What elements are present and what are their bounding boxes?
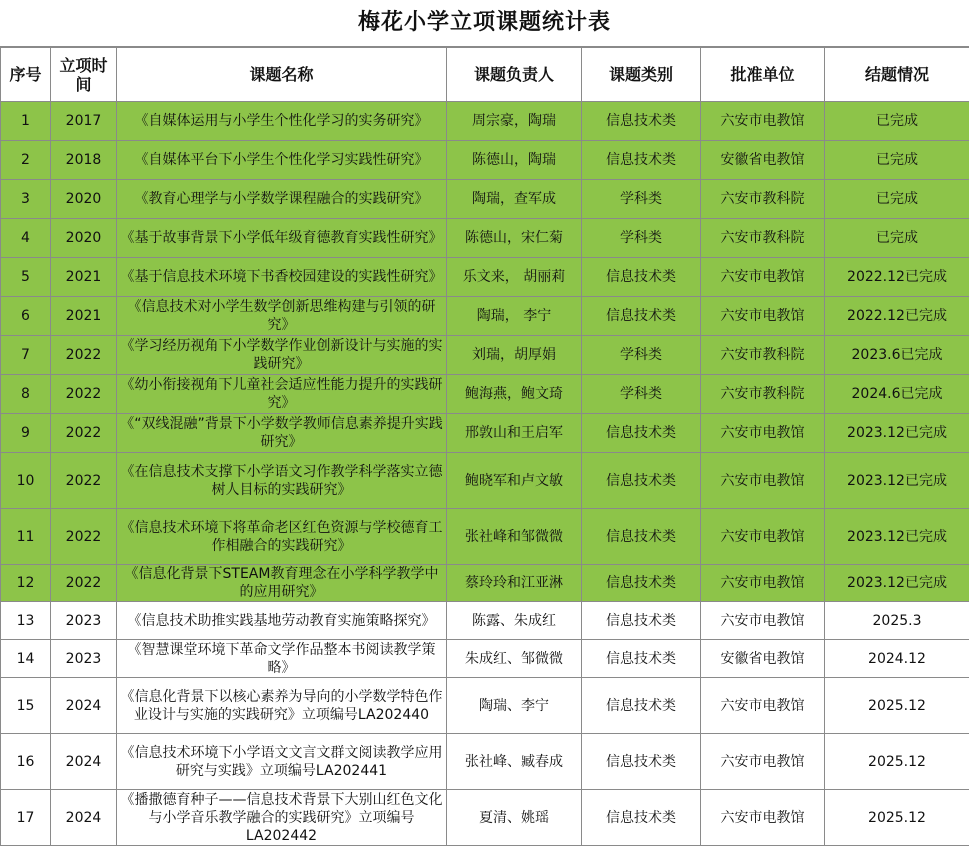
cell-no[interactable]: 13	[1, 602, 51, 640]
cell-unit[interactable]: 六安市电教馆	[701, 509, 825, 565]
cell-year[interactable]: 2021	[51, 297, 117, 336]
sheet-title: 梅花小学立项课题统计表	[0, 0, 969, 47]
cell-year[interactable]: 2022	[51, 509, 117, 565]
cell-year[interactable]: 2018	[51, 141, 117, 180]
cell-unit[interactable]: 六安市电教馆	[701, 102, 825, 141]
cell-lead[interactable]: 陶瑞、李宁	[447, 678, 582, 734]
cell-lead[interactable]: 陈德山，陶瑞	[447, 141, 582, 180]
header-name[interactable]: 课题名称	[117, 48, 447, 102]
cell-lead[interactable]: 陶瑞， 李宁	[447, 297, 582, 336]
table-row	[1, 640, 969, 678]
table-row	[1, 453, 969, 509]
cell-type[interactable]: 信息技术类	[582, 102, 701, 141]
cell-status[interactable]: 2023.12已完成	[825, 453, 969, 509]
table-row	[1, 602, 969, 640]
cell-status[interactable]: 2023.12已完成	[825, 565, 969, 602]
cell-type[interactable]: 信息技术类	[582, 790, 701, 846]
cell-type[interactable]: 学科类	[582, 375, 701, 414]
cell-type[interactable]: 信息技术类	[582, 640, 701, 678]
cell-name[interactable]: 《“双线混融”背景下小学数学教师信息素养提升实践研究》	[117, 414, 447, 453]
cell-type[interactable]: 信息技术类	[582, 297, 701, 336]
cell-year[interactable]: 2022	[51, 414, 117, 453]
cell-status[interactable]: 2025.12	[825, 790, 969, 846]
cell-no[interactable]: 7	[1, 336, 51, 375]
cell-no[interactable]: 17	[1, 790, 51, 846]
cell-status[interactable]: 2023.12已完成	[825, 509, 969, 565]
cell-year[interactable]: 2023	[51, 640, 117, 678]
cell-no[interactable]: 1	[1, 102, 51, 141]
cell-year[interactable]: 2020	[51, 180, 117, 219]
cell-name[interactable]: 《信息技术对小学生数学创新思维构建与引领的研究》	[117, 297, 447, 336]
cell-status[interactable]: 2023.12已完成	[825, 414, 969, 453]
cell-name[interactable]: 《学习经历视角下小学数学作业创新设计与实施的实践研究》	[117, 336, 447, 375]
table-row	[1, 414, 969, 453]
cell-type[interactable]: 信息技术类	[582, 414, 701, 453]
cell-lead[interactable]: 朱成红、邹微微	[447, 640, 582, 678]
cell-lead[interactable]: 陈露、朱成红	[447, 602, 582, 640]
cell-name[interactable]: 《基于信息技术环境下书香校园建设的实践性研究》	[117, 258, 447, 297]
table-row	[1, 102, 969, 141]
cell-type[interactable]: 信息技术类	[582, 565, 701, 602]
cell-no[interactable]: 12	[1, 565, 51, 602]
cell-unit[interactable]: 六安市电教馆	[701, 414, 825, 453]
cell-year[interactable]: 2022	[51, 453, 117, 509]
cell-unit[interactable]: 六安市电教馆	[701, 297, 825, 336]
table-row	[1, 258, 969, 297]
cell-name[interactable]: 《教育心理学与小学数学课程融合的实践研究》	[117, 180, 447, 219]
cell-name[interactable]: 《信息技术环境下将革命老区红色资源与学校德育工作相融合的实践研究》	[117, 509, 447, 565]
table-row	[1, 219, 969, 258]
header-lead[interactable]: 课题负责人	[447, 48, 582, 102]
cell-no[interactable]: 2	[1, 141, 51, 180]
cell-name[interactable]: 《信息技术环境下小学语文文言文群文阅读教学应用研究与实践》立项编号LA202441	[117, 734, 447, 790]
cell-type[interactable]: 信息技术类	[582, 734, 701, 790]
cell-lead[interactable]: 周宗豪，陶瑞	[447, 102, 582, 141]
cell-name[interactable]: 《基于故事背景下小学低年级育德教育实践性研究》	[117, 219, 447, 258]
table-row	[1, 336, 969, 375]
project-table	[0, 47, 969, 846]
table-row	[1, 509, 969, 565]
cell-lead[interactable]: 夏清、姚瑶	[447, 790, 582, 846]
header-no[interactable]: 序号	[1, 48, 51, 102]
cell-unit[interactable]: 安徽省电教馆	[701, 141, 825, 180]
cell-unit[interactable]: 六安市电教馆	[701, 565, 825, 602]
cell-no[interactable]: 11	[1, 509, 51, 565]
cell-status[interactable]: 已完成	[825, 180, 969, 219]
cell-lead[interactable]: 刘瑞，胡厚娟	[447, 336, 582, 375]
cell-unit[interactable]: 六安市电教馆	[701, 453, 825, 509]
cell-year[interactable]: 2023	[51, 602, 117, 640]
cell-status[interactable]: 2024.6已完成	[825, 375, 969, 414]
cell-no[interactable]: 16	[1, 734, 51, 790]
cell-year[interactable]: 2022	[51, 375, 117, 414]
cell-type[interactable]: 信息技术类	[582, 453, 701, 509]
cell-no[interactable]: 10	[1, 453, 51, 509]
cell-lead[interactable]: 邢敦山和王启军	[447, 414, 582, 453]
cell-type[interactable]: 信息技术类	[582, 602, 701, 640]
table-row	[1, 790, 969, 846]
cell-status[interactable]: 已完成	[825, 102, 969, 141]
cell-name[interactable]: 《智慧课堂环境下革命文学作品整本书阅读教学策略》	[117, 640, 447, 678]
cell-lead[interactable]: 鲍海燕，鲍文琦	[447, 375, 582, 414]
cell-year[interactable]: 2024	[51, 734, 117, 790]
cell-type[interactable]: 信息技术类	[582, 258, 701, 297]
cell-unit[interactable]: 六安市电教馆	[701, 602, 825, 640]
cell-status[interactable]: 2022.12已完成	[825, 297, 969, 336]
cell-status[interactable]: 2025.3	[825, 602, 969, 640]
table-row	[1, 375, 969, 414]
cell-no[interactable]: 5	[1, 258, 51, 297]
cell-status[interactable]: 2025.12	[825, 678, 969, 734]
cell-lead[interactable]: 鲍晓军和卢文敏	[447, 453, 582, 509]
cell-lead[interactable]: 陈德山，宋仁菊	[447, 219, 582, 258]
cell-type[interactable]: 信息技术类	[582, 509, 701, 565]
cell-no[interactable]: 3	[1, 180, 51, 219]
cell-name[interactable]: 《信息化背景下以核心素养为导向的小学数学特色作业设计与实施的实践研究》立项编号LA202440	[117, 678, 447, 734]
cell-unit[interactable]: 六安市教科院	[701, 336, 825, 375]
table-row	[1, 678, 969, 734]
table-row	[1, 297, 969, 336]
cell-no[interactable]: 14	[1, 640, 51, 678]
cell-no[interactable]: 15	[1, 678, 51, 734]
cell-lead[interactable]: 张社峰、臧春成	[447, 734, 582, 790]
cell-no[interactable]: 4	[1, 219, 51, 258]
cell-unit[interactable]: 六安市电教馆	[701, 258, 825, 297]
cell-no[interactable]: 8	[1, 375, 51, 414]
table-row	[1, 180, 969, 219]
cell-status[interactable]: 2025.12	[825, 734, 969, 790]
cell-unit[interactable]: 六安市教科院	[701, 375, 825, 414]
cell-lead[interactable]: 乐文来， 胡丽莉	[447, 258, 582, 297]
header-status[interactable]: 结题情况	[825, 48, 969, 102]
cell-year[interactable]: 2020	[51, 219, 117, 258]
cell-year[interactable]: 2021	[51, 258, 117, 297]
cell-unit[interactable]: 六安市电教馆	[701, 790, 825, 846]
cell-name[interactable]: 《在信息技术支撑下小学语文习作教学科学落实立德树人目标的实践研究》	[117, 453, 447, 509]
cell-status[interactable]: 2022.12已完成	[825, 258, 969, 297]
header-unit[interactable]: 批准单位	[701, 48, 825, 102]
cell-year[interactable]: 2022	[51, 336, 117, 375]
cell-type[interactable]: 信息技术类	[582, 141, 701, 180]
cell-status[interactable]: 已完成	[825, 219, 969, 258]
cell-year[interactable]: 2017	[51, 102, 117, 141]
cell-year[interactable]: 2024	[51, 790, 117, 846]
cell-unit[interactable]: 六安市教科院	[701, 180, 825, 219]
cell-year[interactable]: 2022	[51, 565, 117, 602]
cell-name[interactable]: 《幼小衔接视角下儿童社会适应性能力提升的实践研究》	[117, 375, 447, 414]
cell-type[interactable]: 学科类	[582, 180, 701, 219]
cell-type[interactable]: 学科类	[582, 336, 701, 375]
cell-unit[interactable]: 安徽省电教馆	[701, 640, 825, 678]
cell-name[interactable]: 《信息技术助推实践基地劳动教育实施策略探究》	[117, 602, 447, 640]
cell-name[interactable]: 《自媒体平台下小学生个性化学习实践性研究》	[117, 141, 447, 180]
cell-no[interactable]: 9	[1, 414, 51, 453]
cell-type[interactable]: 学科类	[582, 219, 701, 258]
table-row	[1, 141, 969, 180]
cell-no[interactable]: 6	[1, 297, 51, 336]
header-row	[1, 48, 969, 102]
header-type[interactable]: 课题类别	[582, 48, 701, 102]
cell-type[interactable]: 信息技术类	[582, 678, 701, 734]
cell-name[interactable]: 《自媒体运用与小学生个性化学习的实务研究》	[117, 102, 447, 141]
cell-name[interactable]: 《播撒德育种子——信息技术背景下大别山红色文化与小学音乐教学融合的实践研究》立项编号LA202442	[117, 790, 447, 846]
table-row	[1, 565, 969, 602]
cell-lead[interactable]: 蔡玲玲和江亚淋	[447, 565, 582, 602]
cell-lead[interactable]: 张社峰和邹微微	[447, 509, 582, 565]
cell-name[interactable]: 《信息化背景下STEAM教育理念在小学科学教学中的应用研究》	[117, 565, 447, 602]
cell-status[interactable]: 已完成	[825, 141, 969, 180]
cell-status[interactable]: 2024.12	[825, 640, 969, 678]
cell-status[interactable]: 2023.6已完成	[825, 336, 969, 375]
table-row	[1, 734, 969, 790]
cell-unit[interactable]: 六安市电教馆	[701, 678, 825, 734]
header-year[interactable]: 立项时间	[51, 48, 117, 102]
cell-unit[interactable]: 六安市电教馆	[701, 734, 825, 790]
cell-year[interactable]: 2024	[51, 678, 117, 734]
cell-unit[interactable]: 六安市教科院	[701, 219, 825, 258]
cell-lead[interactable]: 陶瑞，查军成	[447, 180, 582, 219]
